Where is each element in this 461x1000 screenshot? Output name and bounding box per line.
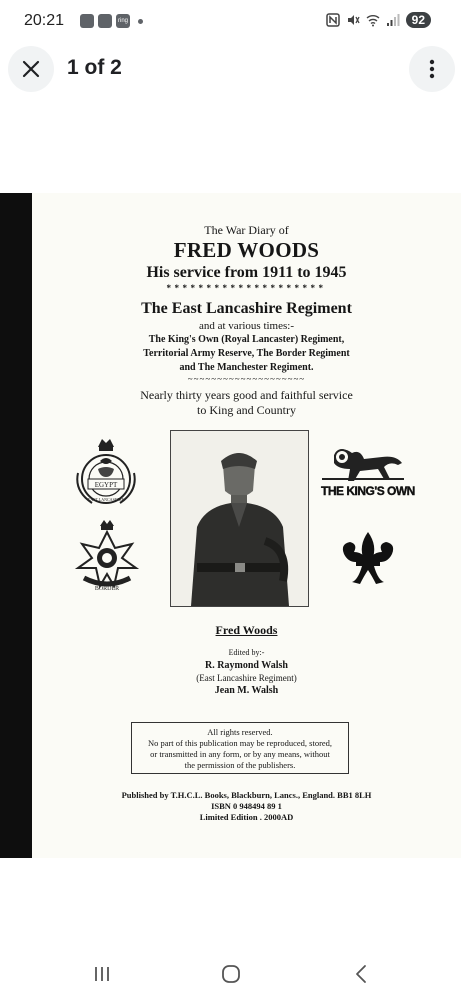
recents-icon [92,965,112,983]
more-vert-icon [429,59,435,79]
gallery-notification-icon [80,14,94,28]
isbn-line: ISBN 0 948494 89 1 [211,801,282,811]
rights-line-3: or transmitted in any form, or by any means, without [150,749,330,759]
book-title-name: FRED WOODS [173,238,320,262]
editor-2-name: Jean M. Walsh [214,685,279,696]
east-lancashire-badge-icon [72,435,140,510]
more-notifications-dot-icon [138,19,143,24]
status-bar [0,0,461,44]
battery-level-badge: 92 [406,12,431,28]
home-icon [221,964,241,984]
rights-line-1: All rights reserved. [207,727,273,737]
ring-notification-icon: ring [116,14,130,28]
regiments-line-2: Territorial Army Reserve, The Border Regiment [143,348,350,359]
mute-icon [346,13,360,27]
badge-border-label: BORDER [94,586,120,592]
editor-1-name: R. Raymond Walsh [205,660,288,671]
border-regiment-badge-icon [70,518,144,596]
system-icons [326,12,431,28]
rights-line-2: No part of this publication may be reproduced, stored, [147,738,333,748]
nfc-icon [326,13,340,27]
book-intro: The War Diary of [204,223,289,237]
image-viewer[interactable] [0,193,461,858]
fleur-de-lis-icon [338,530,398,590]
service-years-line-2: to King and Country [197,403,296,417]
book-various: and at various times:- [198,320,294,332]
star-divider: ******************** [166,283,327,293]
soldier-portrait-icon [171,431,308,606]
badge-east-lancashire-label: EAST LANCASHIRE [87,497,125,502]
book-regiment: The East Lancashire Regiment [141,300,352,317]
publisher-line: Published by T.H.C.L. Books, Blackburn, Lancs., England. BB1 8LH [121,790,372,800]
regiments-line-3: and The Manchester Regiment. [179,362,314,373]
screenshot-notification-icon [98,14,112,28]
book-spine [0,193,32,858]
home-button[interactable] [217,962,245,986]
status-time: 20:21 [24,12,65,29]
close-icon [21,59,41,79]
regiments-line-1: The King's Own (Royal Lancaster) Regiment, [148,334,345,345]
rights-line-4: the permission of the publishers. [184,760,296,770]
book-subtitle-service: His service from 1911 to 1945 [146,264,347,281]
back-button[interactable] [347,962,375,986]
wifi-icon [366,13,380,27]
notification-icons [80,14,143,28]
service-years-line-1: Nearly thirty years good and faithful service [140,388,353,402]
rights-notice-box [131,722,349,774]
kings-own-label: THE KING'S OWN [321,484,415,498]
recents-button[interactable] [88,962,116,986]
signal-icon [386,13,400,27]
tilde-divider: ~~~~~~~~~~~~~~~~~~~~ [187,374,306,384]
kings-own-lion-icon [320,445,406,485]
editor-1-note: (East Lancashire Regiment) [196,673,297,683]
more-options-button[interactable] [409,46,455,92]
book-title-page [32,193,461,858]
viewer-top-bar [0,46,461,94]
back-icon [354,964,368,984]
edition-line: Limited Edition . 2000AD [199,812,294,822]
fred-woods-photo [170,430,309,607]
system-navigation-bar [0,950,461,1000]
close-button[interactable] [8,46,54,92]
page-counter: 1 of 2 [67,56,122,79]
edited-by-label: Edited by:- [228,648,265,657]
photo-caption: Fred Woods [215,623,278,637]
badge-egypt-label: EGYPT [94,481,118,489]
